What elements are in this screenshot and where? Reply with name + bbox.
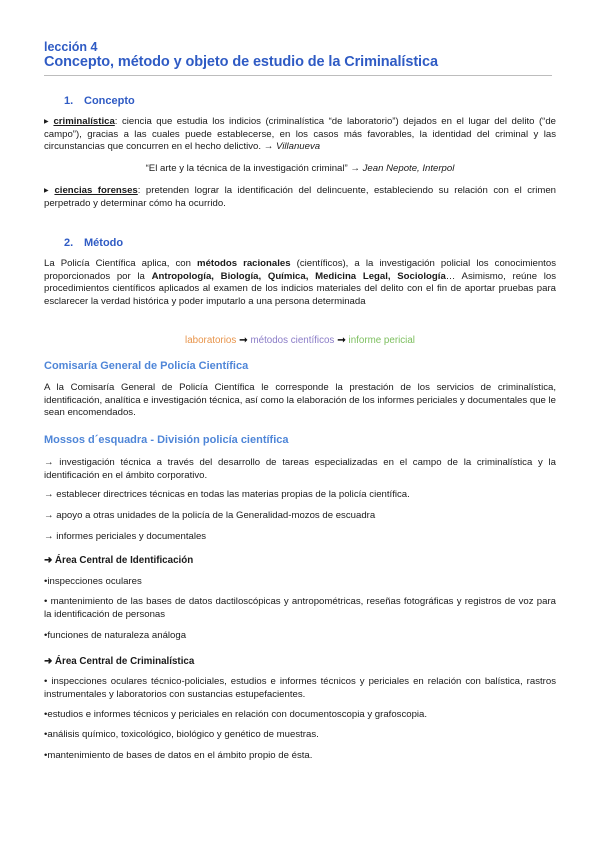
criminalistica-area-heading: ➜ Área Central de Criminalística	[44, 656, 195, 667]
arrow-icon: ➞	[337, 335, 346, 346]
metodo-text-1: La Policía Científica aplica, con	[44, 258, 198, 269]
criminalistica-area-item: •mantenimiento de bases de datos en el ámbito propio de ésta.	[44, 750, 313, 761]
identificacion-item: •funciones de naturaleza análoga	[44, 630, 187, 641]
metodo-bold-1: métodos racionales	[197, 258, 291, 269]
section-2-heading	[64, 237, 576, 249]
flow-metodos: métodos científicos	[250, 335, 335, 346]
page-header	[44, 40, 556, 71]
comisaria-heading: Comisaría General de Policía Científica	[44, 360, 249, 372]
criminalistica-text: : ciencia que estudia los indicios (criminalística “de laboratorio”) dejados en el lugar del delito (“de campo”), gracias a las cuales puede establecerse, en los casos más favorables, la identidad del criminal y las circunstancias que concurren en el hecho delictivo. →	[44, 116, 556, 153]
section-1-heading	[64, 95, 576, 107]
criminalistica-author: Villanueva	[275, 141, 321, 153]
criminalistica-area-item: • inspecciones oculares técnico-policiales, estudios e informes técnicos y periciales en relación con balística, rastros instrumentales y laboratorios con sustancias estupefacientes.	[44, 676, 556, 700]
quote-author: Jean Nepote, Interpol	[362, 163, 455, 174]
flow-informe: informe pericial	[348, 335, 415, 346]
lesson-label: lección 4	[44, 40, 98, 54]
triangle-bullet-icon: ▶	[44, 119, 51, 125]
section-1-title: Concepto	[84, 95, 135, 107]
section-2-number: 2.	[64, 237, 74, 249]
title-divider	[44, 75, 552, 76]
mossos-item: → apoyo a otras unidades de la policía de la Generalidad-mozos de escuadra	[44, 510, 376, 521]
flow-laboratorios: laboratorios	[185, 335, 237, 346]
section-2-title: Método	[84, 237, 124, 249]
metodo-text-2: (científicos), a la investigación policial los conocimientos proporcionados por la	[44, 258, 556, 282]
identificacion-heading: ➜ Área Central de Identificación	[44, 555, 194, 566]
mossos-item: → informes periciales y documentales	[44, 531, 207, 542]
metodo-paragraph	[44, 258, 556, 308]
triangle-bullet-icon: ▶	[44, 188, 52, 194]
metodo-bold-2: Antropología, Biología, Química, Medicina Legal, Sociología	[151, 270, 446, 282]
criminalistica-area-item: •análisis químico, toxicológico, biológico y genético de muestras.	[44, 729, 319, 740]
forenses-term: ciencias forenses	[54, 185, 138, 196]
nepote-quote	[44, 163, 556, 174]
quote-text: “El arte y la técnica de la investigación criminal” →	[145, 163, 363, 174]
comisaria-paragraph: A la Comisaría General de Policía Científica le corresponde la prestación de los servicios de criminalística, identificación, analítica e investigación técnica, así como la elaboración de los informes periciales y documentales que le sean encomendados.	[44, 382, 556, 419]
criminalistica-area-item: •estudios e informes técnicos y periciales en relación con documentoscopia y grafoscopia.	[44, 709, 428, 720]
criminalistica-definition	[44, 116, 556, 154]
mossos-item: → investigación técnica a través del desarrollo de tareas especializadas en el campo de la criminalística y la identificación en el ámbito corporativo.	[44, 457, 556, 481]
forenses-text: : pretenden lograr la identificación del delincuente, estableciendo su relación con el crimen perpetrado y determinar cómo ha ocurrido.	[44, 185, 556, 209]
section-1-number: 1.	[64, 95, 74, 107]
method-flow	[44, 335, 556, 346]
mossos-item: → establecer directrices técnicas en todas las materias propias de la policía científica.	[44, 489, 410, 500]
mossos-heading: Mossos d´esquadra - División policía científica	[44, 434, 289, 446]
metodo-text-3: … Asimismo, reúne los procedimientos científicos aplicados al examen de los indicios materiales del delito con el fin de aportar pruebas para esclarecer la verdad histórica y poder imputarlo a una persona determinada	[44, 270, 557, 307]
forenses-definition	[44, 185, 556, 210]
criminalistica-term: criminalística	[53, 116, 115, 127]
arrow-icon: ➞	[239, 335, 248, 346]
page-title: Concepto, método y objeto de estudio de la Criminalística	[44, 54, 438, 70]
identificacion-item: •inspecciones oculares	[44, 576, 142, 587]
identificacion-item: • mantenimiento de las bases de datos dactiloscópicas y antropométricas, reseñas fotográficas y registros de voz para la identificación de personas	[44, 596, 556, 620]
